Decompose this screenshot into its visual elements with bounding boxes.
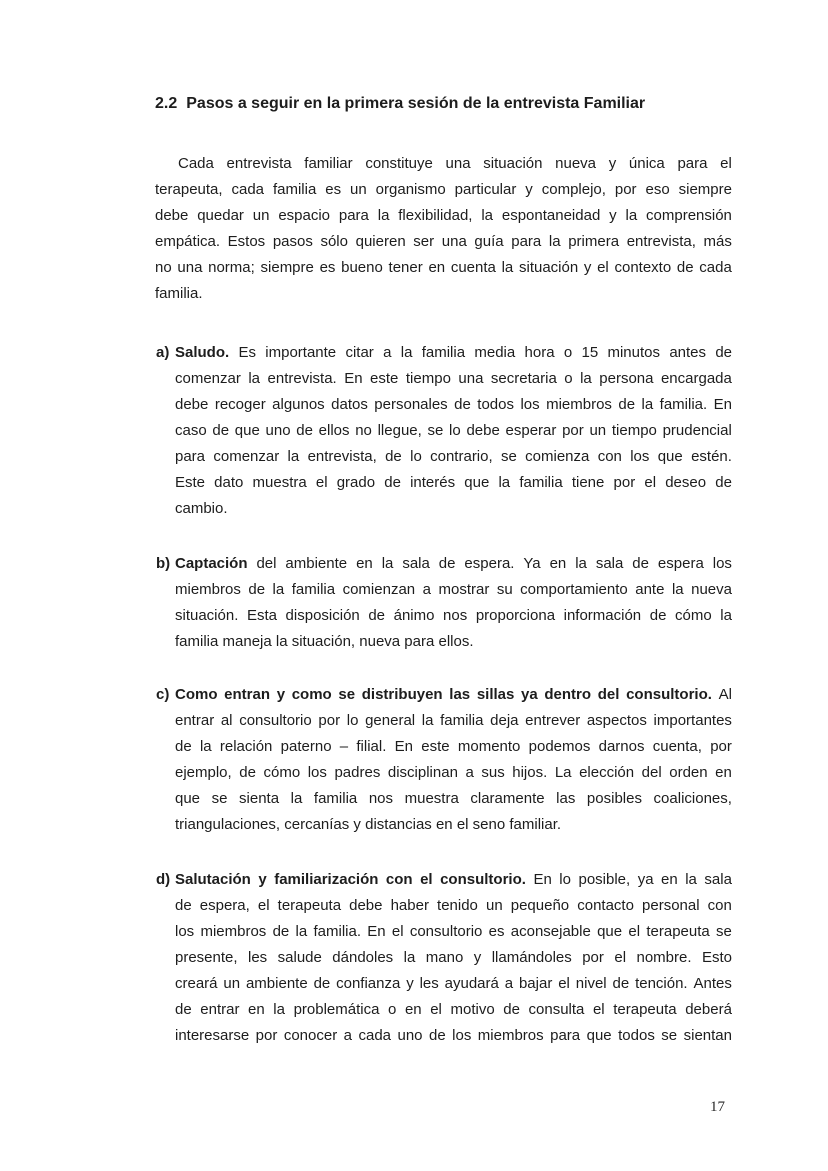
text-line: terapeuta, cada familia es un organismo particular y complejo, por eso siempre [155,181,732,198]
text-line: debe quedar un espacio para la flexibilidad, la espontaneidad y la comprensión [155,207,732,224]
text-line: no una norma; siempre es bueno tener en cuenta la situación y el contexto de cada [155,259,732,276]
list-item-a [155,340,732,522]
text-line: familia maneja la situación, nueva para ellos. [175,633,474,650]
text-line: miembros de la familia comienzan a mostrar su comportamiento ante la nueva [175,581,732,598]
text-line: triangulaciones, cercanías y distancias en el seno familiar. [175,816,562,833]
text-line: que se sienta la familia nos muestra claramente las posibles coaliciones, [175,790,732,807]
text-line: de espera, el terapeuta debe haber tenido un pequeño contacto personal con [175,897,732,914]
list-item-c [155,682,732,838]
text-line: de entrar en la problemática o en el motivo de consulta el terapeuta deberá [175,1001,732,1018]
text-line: comenzar la entrevista. En este tiempo una secretaria o la persona encargada [175,370,732,387]
text-line: Saludo. Es importante citar a la familia media hora o 15 minutos antes de [175,344,732,361]
list-item-d [155,867,732,1049]
text-line: empática. Estos pasos sólo quieren ser una guía para la primera entrevista, más [155,233,732,250]
text-line: entrar al consultorio por lo general la familia deja entrever aspectos importantes [175,712,732,729]
section-number: 2.2 [155,95,178,112]
list-marker: b) [156,555,171,572]
text-line: para comenzar la entrevista, de lo contrario, se comienza con los que estén. [175,448,732,465]
text-line: familia. [155,285,203,302]
text-line: cambio. [175,500,228,517]
text-line: presente, les salude dándoles la mano y llamándoles por el nombre. Esto [175,949,732,966]
text-line: interesarse por conocer a cada uno de los miembros para que todos se sientan [175,1027,732,1044]
text-line: Cada entrevista familiar constituye una situación nueva y única para el [178,155,732,172]
list-marker: a) [156,344,170,361]
page-content [155,91,732,1049]
text-line: Captación del ambiente en la sala de espera. Ya en la sala de espera los [175,555,732,572]
section-title: Pasos a seguir en la primera sesión de la entrevista Familiar [186,95,646,112]
text-line: creará un ambiente de confianza y les ayudará a bajar el nivel de tención. Antes [175,975,732,992]
text-line: Como entran y como se distribuyen las sillas ya dentro del consultorio. Al [175,686,732,703]
section-heading [155,91,732,117]
list-item-b [155,551,732,655]
text-line: Este dato muestra el grado de interés que la familia tiene por el deseo de [175,474,732,491]
steps-list [155,340,732,1049]
intro-paragraph [155,151,732,307]
text-line: caso de que uno de ellos no llegue, se lo debe esperar por un tiempo prudencial [175,422,732,439]
text-line: situación. Esta disposición de ánimo nos proporciona información de cómo la [175,607,732,624]
text-line: Salutación y familiarización con el consultorio. En lo posible, ya en la sala [175,871,732,888]
text-line: de la relación paterno – filial. En este momento podemos darnos cuenta, por [175,738,732,755]
list-marker: c) [156,686,170,703]
page-number: 17 [710,1099,725,1115]
text-line: debe recoger algunos datos personales de todos los miembros de la familia. En [175,396,732,413]
list-marker: d) [156,871,171,888]
text-line: los miembros de la familia. En el consultorio es aconsejable que el terapeuta se [175,923,732,940]
text-line: ejemplo, de cómo los padres disciplinan a sus hijos. La elección del orden en [175,764,732,781]
